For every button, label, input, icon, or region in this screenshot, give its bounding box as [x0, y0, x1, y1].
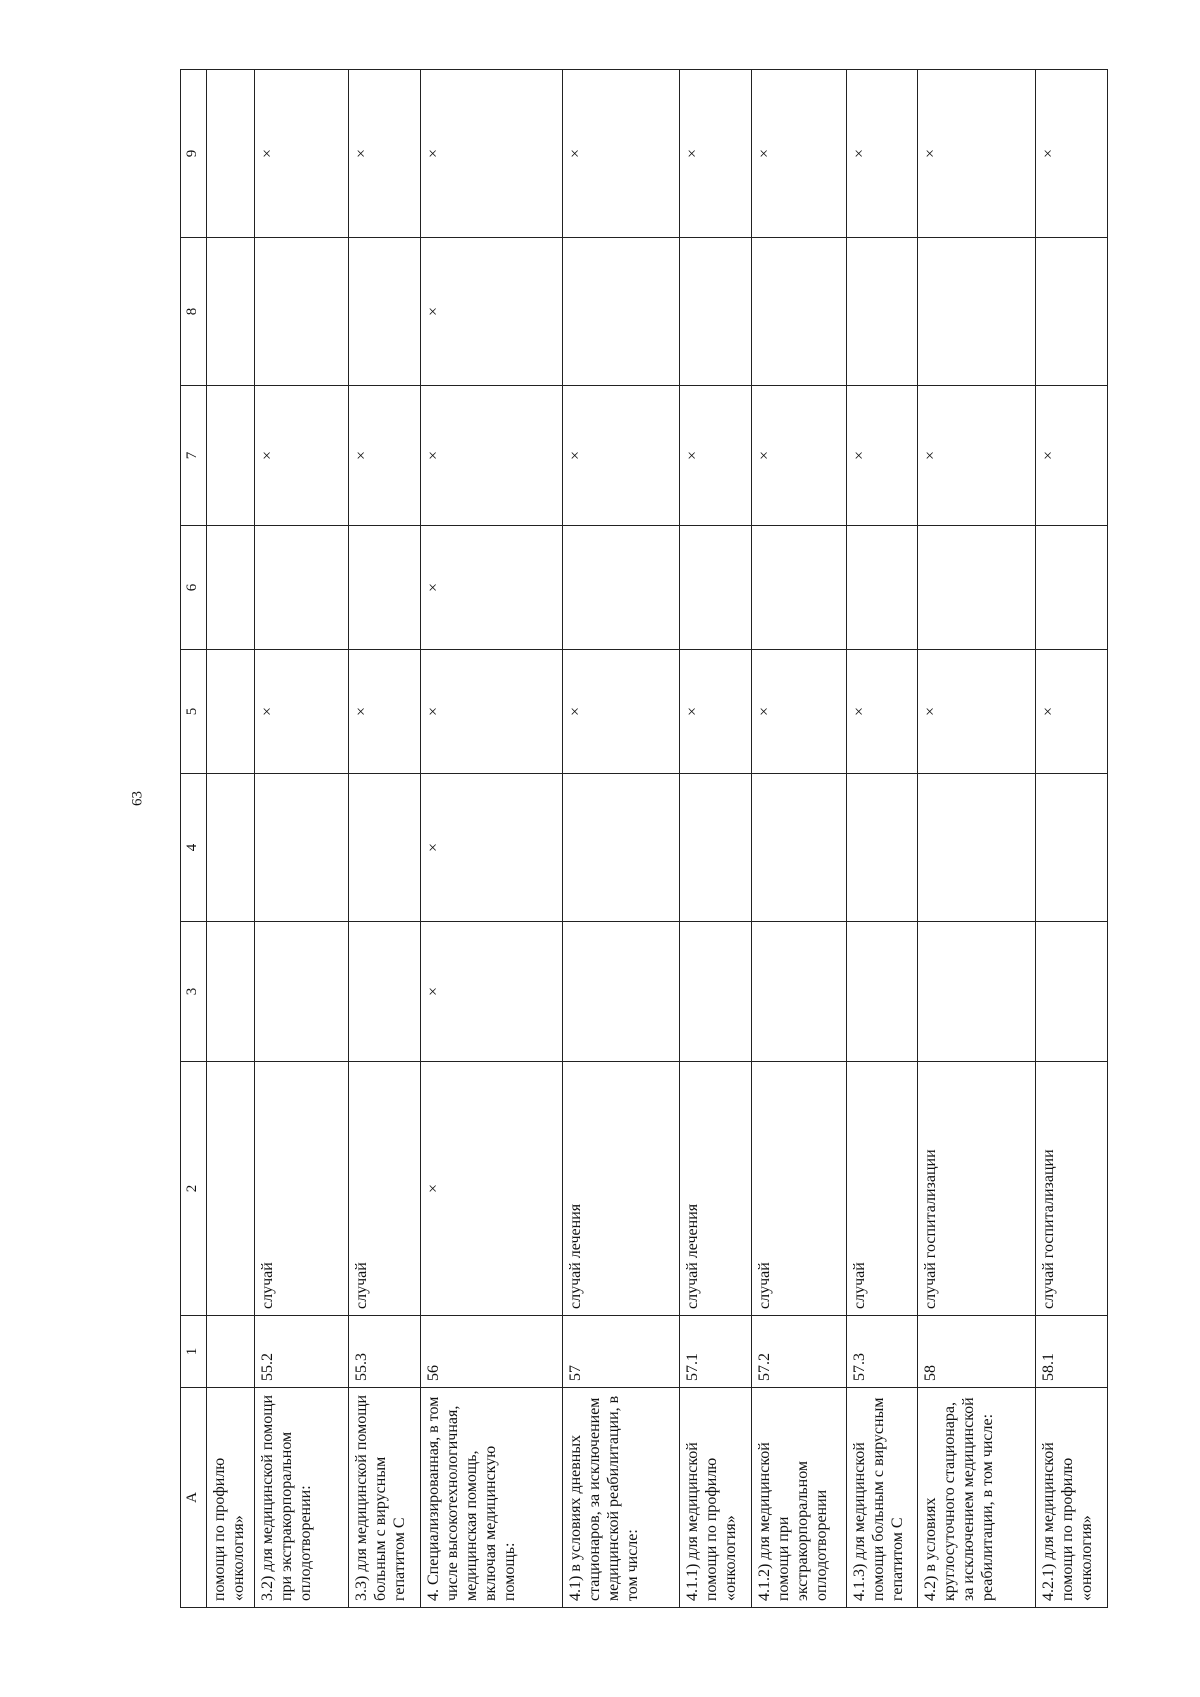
- cell-col-6: [918, 526, 1036, 650]
- cell-col-6: ×: [421, 526, 562, 650]
- cell-col-5: [207, 650, 255, 774]
- cell-col-9: ×: [918, 70, 1036, 238]
- table-row: [255, 70, 349, 1608]
- column-header-1: 1: [181, 1316, 207, 1388]
- row-unit: случай: [255, 1062, 349, 1316]
- row-description: 3.3) для медицинской помощи больным с вирусным гепатитом С: [349, 1388, 421, 1608]
- cell-col-7: ×: [752, 386, 846, 526]
- cell-col-6: [1036, 526, 1108, 650]
- cell-col-7: ×: [918, 386, 1036, 526]
- row-unit: случай лечения: [680, 1062, 752, 1316]
- row-number: 56: [421, 1316, 562, 1388]
- cell-col-3: [680, 922, 752, 1062]
- cell-col-8: [1036, 238, 1108, 386]
- cell-col-8: [918, 238, 1036, 386]
- cell-col-3: [562, 922, 680, 1062]
- cell-col-8: ×: [421, 238, 562, 386]
- cell-col-5: ×: [255, 650, 349, 774]
- cell-col-9: ×: [349, 70, 421, 238]
- cell-col-9: ×: [421, 70, 562, 238]
- cell-col-9: ×: [1036, 70, 1108, 238]
- cell-col-8: [752, 238, 846, 386]
- table-row: [207, 70, 255, 1608]
- cell-col-8: [680, 238, 752, 386]
- cell-col-6: [752, 526, 846, 650]
- data-table: [180, 69, 1108, 1608]
- cell-col-5: ×: [349, 650, 421, 774]
- cell-col-4: [255, 774, 349, 922]
- cell-col-9: ×: [752, 70, 846, 238]
- cell-col-7: ×: [680, 386, 752, 526]
- cell-col-9: [207, 70, 255, 238]
- row-description: 4. Специализированная, в том числе высокотехнологичная, медицинская помощь, включая медицинскую помощь:: [421, 1388, 562, 1608]
- row-description: 4.2) в условиях круглосуточного стационара, за исключением медицинской реабилитации, в том числе:: [918, 1388, 1036, 1608]
- cell-col-8: [846, 238, 918, 386]
- cell-col-3: [207, 922, 255, 1062]
- cell-col-4: ×: [421, 774, 562, 922]
- cell-col-7: ×: [1036, 386, 1108, 526]
- cell-col-9: ×: [255, 70, 349, 238]
- cell-col-5: ×: [918, 650, 1036, 774]
- table-row: [1036, 70, 1108, 1608]
- row-number: 57.3: [846, 1316, 918, 1388]
- cell-col-7: [207, 386, 255, 526]
- cell-col-4: [846, 774, 918, 922]
- row-description: 3.2) для медицинской помощи при экстракорпоральном оплодотворении:: [255, 1388, 349, 1608]
- row-unit: ×: [421, 1062, 562, 1316]
- cell-col-4: [680, 774, 752, 922]
- cell-col-7: ×: [255, 386, 349, 526]
- cell-col-3: [255, 922, 349, 1062]
- column-header-9: 9: [181, 70, 207, 238]
- row-number: 55.2: [255, 1316, 349, 1388]
- cell-col-7: ×: [349, 386, 421, 526]
- row-description: 4.1.2) для медицинской помощи при экстракорпоральном оплодотворении: [752, 1388, 846, 1608]
- row-description: 4.1.1) для медицинской помощи по профилю «онкология»: [680, 1388, 752, 1608]
- cell-col-3: [752, 922, 846, 1062]
- table-row: [562, 70, 680, 1608]
- table-row: [349, 70, 421, 1608]
- cell-col-8: [255, 238, 349, 386]
- cell-col-4: [349, 774, 421, 922]
- cell-col-3: [918, 922, 1036, 1062]
- table-row: [846, 70, 918, 1608]
- cell-col-7: ×: [846, 386, 918, 526]
- cell-col-5: ×: [1036, 650, 1108, 774]
- row-unit: случай: [349, 1062, 421, 1316]
- cell-col-7: ×: [562, 386, 680, 526]
- cell-col-3: [846, 922, 918, 1062]
- cell-col-8: [207, 238, 255, 386]
- cell-col-5: ×: [421, 650, 562, 774]
- row-number: [207, 1316, 255, 1388]
- cell-col-6: [562, 526, 680, 650]
- row-description: помощи по профилю «онкология»: [207, 1388, 255, 1608]
- table-container: [180, 70, 1108, 1608]
- row-unit: случай: [752, 1062, 846, 1316]
- table-row: [752, 70, 846, 1608]
- table-header-row: [181, 70, 207, 1608]
- row-number: 57.1: [680, 1316, 752, 1388]
- cell-col-4: [1036, 774, 1108, 922]
- row-unit: случай: [846, 1062, 918, 1316]
- rotated-table-frame: [180, 70, 1108, 1608]
- cell-col-7: ×: [421, 386, 562, 526]
- column-header-5: 5: [181, 650, 207, 774]
- cell-col-5: ×: [680, 650, 752, 774]
- row-unit: случай госпитализации: [918, 1062, 1036, 1316]
- cell-col-4: [562, 774, 680, 922]
- cell-col-6: [255, 526, 349, 650]
- cell-col-4: [207, 774, 255, 922]
- row-number: 55.3: [349, 1316, 421, 1388]
- row-unit: [207, 1062, 255, 1316]
- row-description: 4.2.1) для медицинской помощи по профилю «онкология»: [1036, 1388, 1108, 1608]
- cell-col-4: [752, 774, 846, 922]
- cell-col-8: [562, 238, 680, 386]
- row-unit: случай госпитализации: [1036, 1062, 1108, 1316]
- column-header-7: 7: [181, 386, 207, 526]
- column-header-4: 4: [181, 774, 207, 922]
- table-row: [680, 70, 752, 1608]
- row-number: 58.1: [1036, 1316, 1108, 1388]
- row-number: 57.2: [752, 1316, 846, 1388]
- cell-col-8: [349, 238, 421, 386]
- row-description: 4.1.3) для медицинской помощи больным с вирусным гепатитом С: [846, 1388, 918, 1608]
- column-header-8: 8: [181, 238, 207, 386]
- row-description: 4.1) в условиях дневных стационаров, за исключением медицинской реабилитации, в том числе:: [562, 1388, 680, 1608]
- cell-col-9: ×: [562, 70, 680, 238]
- cell-col-5: ×: [846, 650, 918, 774]
- column-header-3: 3: [181, 922, 207, 1062]
- cell-col-6: [680, 526, 752, 650]
- cell-col-4: [918, 774, 1036, 922]
- column-header-6: 6: [181, 526, 207, 650]
- cell-col-3: [349, 922, 421, 1062]
- table-row: [918, 70, 1036, 1608]
- cell-col-9: ×: [680, 70, 752, 238]
- row-number: 57: [562, 1316, 680, 1388]
- row-unit: случай лечения: [562, 1062, 680, 1316]
- cell-col-3: [1036, 922, 1108, 1062]
- column-header-a: A: [181, 1388, 207, 1608]
- cell-col-6: [349, 526, 421, 650]
- page-number: 63: [129, 791, 146, 806]
- column-header-2: 2: [181, 1062, 207, 1316]
- row-number: 58: [918, 1316, 1036, 1388]
- table-row: [421, 70, 562, 1608]
- cell-col-9: ×: [846, 70, 918, 238]
- cell-col-6: [207, 526, 255, 650]
- cell-col-5: ×: [562, 650, 680, 774]
- cell-col-3: ×: [421, 922, 562, 1062]
- cell-col-6: [846, 526, 918, 650]
- cell-col-5: ×: [752, 650, 846, 774]
